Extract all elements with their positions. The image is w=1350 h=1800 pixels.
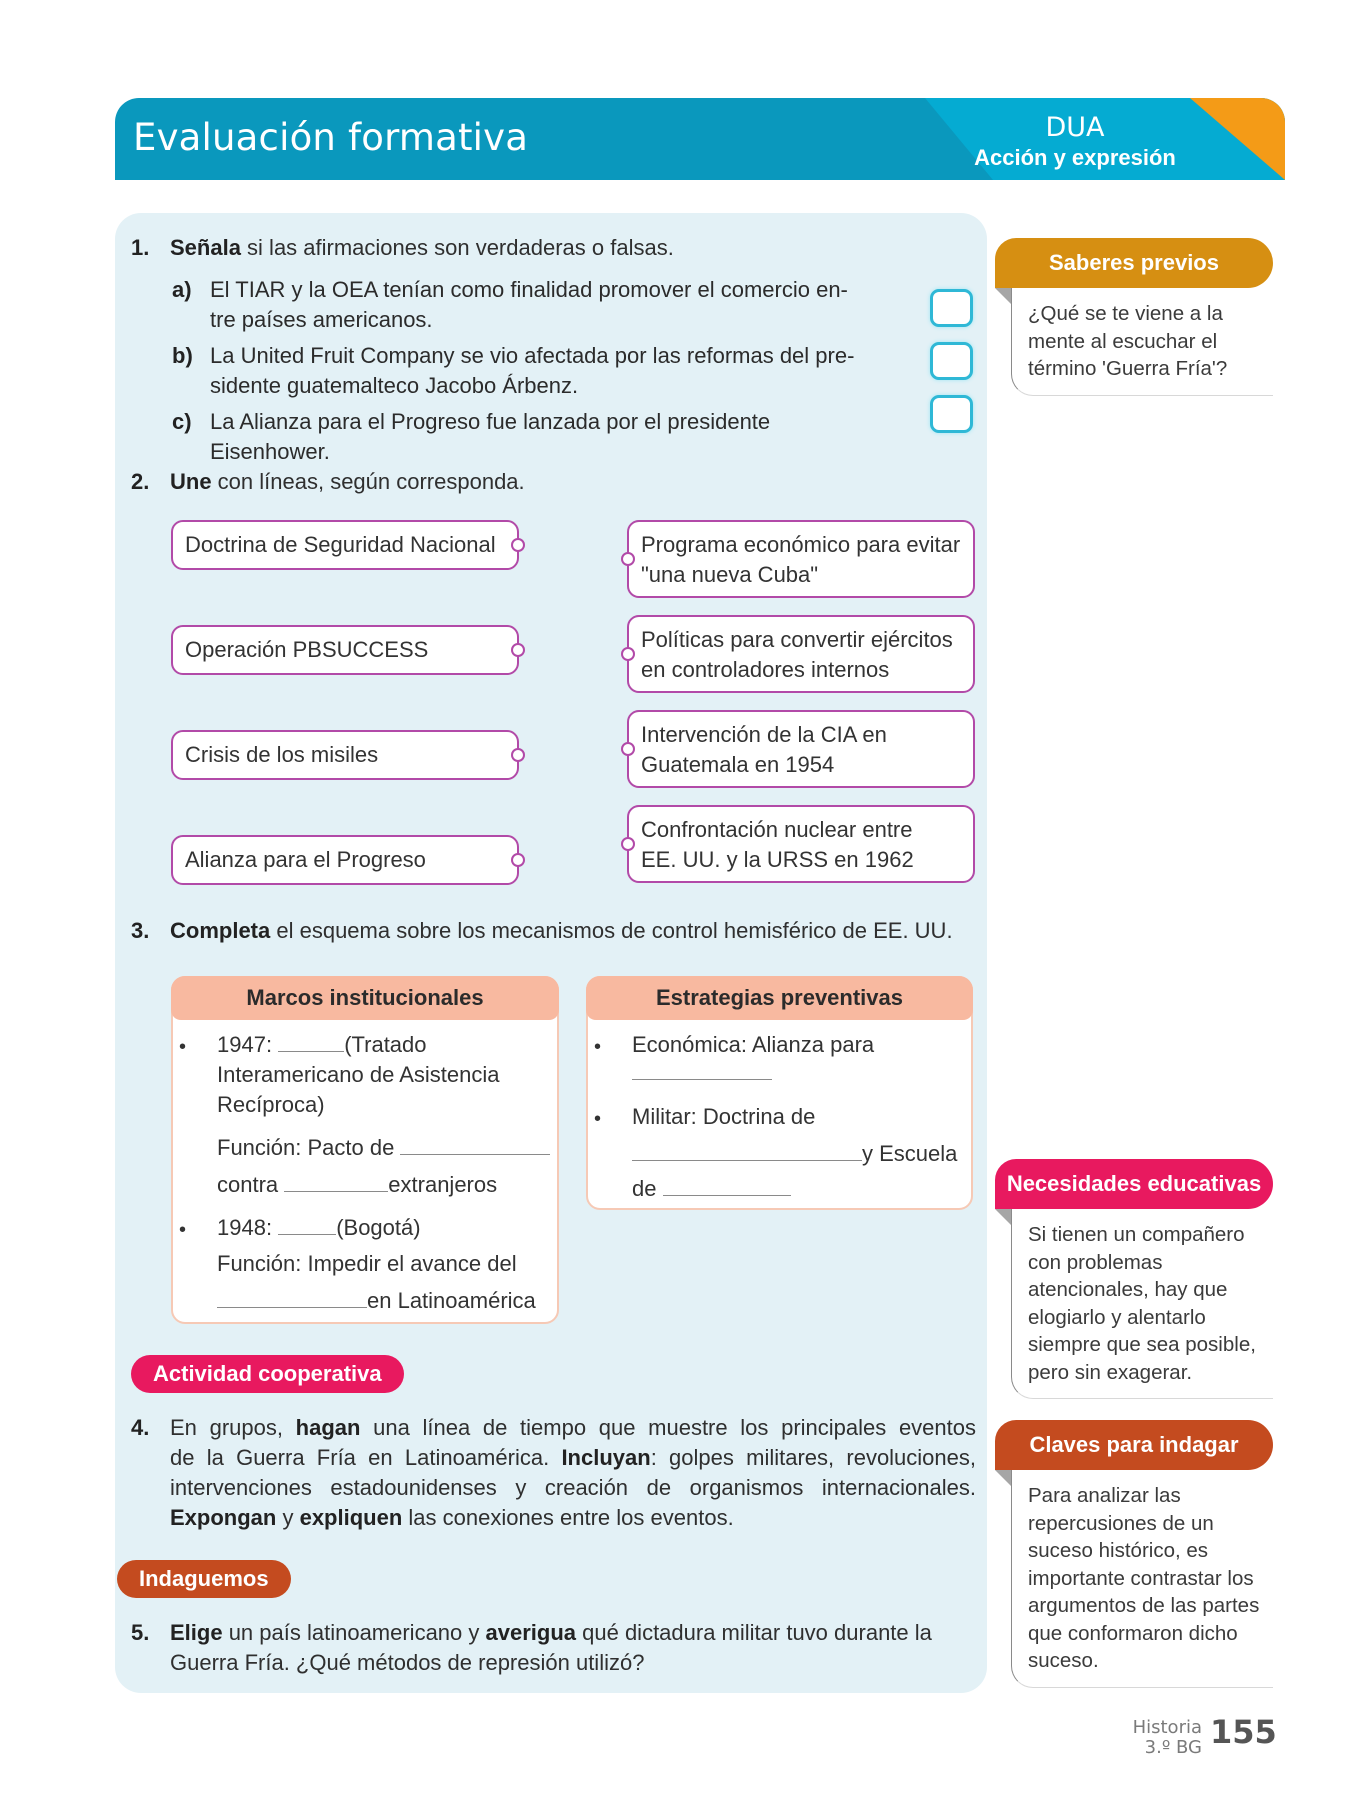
scheme-line: Militar: Doctrina de	[632, 1104, 816, 1129]
instruction-verb: Completa	[170, 918, 271, 943]
card-body	[1011, 288, 1273, 396]
connector-dot[interactable]	[511, 748, 525, 762]
dua-badge	[925, 98, 1285, 180]
blank-field[interactable]	[632, 1058, 772, 1080]
connector-dot[interactable]	[621, 647, 635, 661]
card-line: Si tienen un compañero	[1028, 1223, 1245, 1246]
question-3	[131, 916, 971, 946]
question-1	[131, 233, 971, 263]
blank-field[interactable]	[284, 1170, 388, 1192]
scheme-line	[632, 1174, 791, 1204]
blank-field[interactable]	[632, 1139, 862, 1161]
line: en controladores internos	[641, 657, 890, 682]
scheme-line	[632, 1139, 957, 1169]
match-right-4[interactable]	[627, 805, 975, 883]
question-2	[131, 467, 971, 497]
card-line: que conformaron dicho	[1028, 1621, 1238, 1645]
text: 1947:	[217, 1032, 273, 1057]
question-number: 4.	[131, 1415, 150, 1440]
text: Función: Pacto de	[217, 1135, 395, 1160]
instruction-verb: Señala	[170, 235, 241, 260]
question-text	[170, 916, 953, 946]
card-line: Para analizar las	[1028, 1484, 1181, 1507]
question-text: intervenciones estadounidenses y creación de organismos internacionales.	[170, 1475, 976, 1500]
card-claves-para-indagar	[995, 1420, 1273, 1688]
line: La United Fruit Company se vio afectada por las reformas del pre-	[210, 343, 855, 368]
bullet: •	[179, 1219, 187, 1241]
instruction-rest: si las afirmaciones son verdaderas o falsas.	[240, 235, 674, 260]
answer-box-c[interactable]	[930, 395, 973, 433]
card-body	[1011, 1209, 1273, 1399]
card-line: suceso.	[1028, 1649, 1099, 1672]
card-line: elogiarlo y alentarlo	[1028, 1305, 1206, 1329]
card-necesidades-educativas	[995, 1159, 1273, 1399]
scheme-line	[217, 1170, 497, 1200]
bullet: •	[594, 1108, 602, 1130]
instruction-verb: averigua	[485, 1620, 577, 1645]
scheme-line: Interamericano de Asistencia	[217, 1062, 500, 1087]
text: 1948:	[217, 1215, 273, 1240]
connector-dot[interactable]	[621, 837, 635, 851]
question-text: Guerra Fría. ¿Qué métodos de represión utilizó?	[170, 1650, 645, 1675]
match-label: Crisis de los misiles	[185, 742, 379, 767]
connector-dot[interactable]	[511, 853, 525, 867]
instruction-verb: Expongan	[170, 1505, 277, 1530]
card-line: atencionales, hay que	[1028, 1278, 1228, 1301]
scheme-line: Económica: Alianza para	[632, 1032, 875, 1057]
instruction-verb: hagan	[295, 1415, 361, 1440]
scheme-title: Estrategias preventivas	[586, 976, 973, 1020]
text: En grupos,	[170, 1415, 296, 1440]
tf-statement-b	[172, 341, 855, 401]
question-number: 2.	[131, 469, 150, 494]
card-line: suceso histórico, es	[1028, 1539, 1209, 1562]
instruction-verb: Incluyan	[561, 1445, 651, 1470]
match-label: Doctrina de Seguridad Nacional	[185, 532, 496, 557]
scheme-marcos-institucionales	[171, 976, 559, 1324]
line: Programa económico para evitar	[641, 532, 961, 557]
dua-title: DUA	[1045, 112, 1105, 143]
question-number: 1.	[131, 235, 150, 260]
instruction-rest: con líneas, según corresponda.	[211, 469, 525, 494]
scheme-line	[632, 1058, 772, 1088]
connector-dot[interactable]	[621, 742, 635, 756]
line: Guatemala en 1954	[641, 752, 835, 777]
text: (Tratado	[344, 1032, 427, 1057]
card-line: repercusiones de un	[1028, 1511, 1214, 1535]
text: una línea de tiempo que muestre los principales eventos	[360, 1415, 976, 1440]
card-saberes-previos	[995, 238, 1273, 396]
item-letter: c)	[172, 409, 192, 434]
text: (Bogotá)	[336, 1215, 421, 1240]
blank-field[interactable]	[663, 1174, 791, 1196]
line: Intervención de la CIA en	[641, 722, 887, 747]
question-number: 5.	[131, 1620, 150, 1645]
question-text	[170, 1443, 976, 1473]
tf-statement-c	[172, 407, 852, 464]
page-title: Evaluación formativa	[133, 116, 529, 159]
scheme-line: Recíproca)	[217, 1092, 325, 1117]
item-letter: b)	[172, 343, 193, 368]
text: en Latinoamérica	[367, 1288, 536, 1313]
grade-level: 3.º BG	[1144, 1737, 1202, 1758]
match-left-2[interactable]	[171, 625, 519, 675]
statement-text	[210, 275, 870, 335]
card-line: argumentos de las partes	[1028, 1594, 1260, 1617]
answer-box-a[interactable]	[930, 289, 973, 327]
question-4	[131, 1413, 991, 1533]
line: tre países americanos.	[210, 307, 433, 332]
card-line: importante contrastar los	[1028, 1566, 1254, 1590]
text: contra	[217, 1172, 279, 1197]
subject-name: Historia	[1132, 1717, 1202, 1738]
card-line: término 'Guerra Fría'?	[1028, 357, 1228, 380]
card-line: pero sin exagerar.	[1028, 1360, 1193, 1384]
line: Confrontación nuclear entre	[641, 817, 913, 842]
connector-dot[interactable]	[621, 552, 635, 566]
line: Políticas para convertir ejércitos	[641, 627, 953, 652]
connector-dot[interactable]	[511, 643, 525, 657]
card-line: con problemas	[1028, 1250, 1163, 1274]
card-line: ¿Qué se te viene a la	[1028, 302, 1223, 325]
blank-field[interactable]	[400, 1133, 550, 1155]
text: : golpes militares, revoluciones,	[650, 1445, 977, 1470]
text: extranjeros	[388, 1172, 498, 1197]
footer-subject	[1120, 1718, 1202, 1758]
blank-field[interactable]	[217, 1286, 367, 1308]
question-text	[170, 233, 674, 263]
card-title: Claves para indagar	[995, 1420, 1273, 1470]
text: qué dictadura militar tuvo durante la	[576, 1620, 932, 1645]
match-left-1[interactable]	[171, 520, 519, 570]
line: "una nueva Cuba"	[641, 562, 819, 587]
statement-text	[210, 341, 870, 401]
section-header	[115, 98, 1285, 180]
match-left-4[interactable]	[171, 835, 519, 885]
indaguemos-pill: Indaguemos	[117, 1560, 291, 1598]
instruction-verb: Une	[170, 469, 212, 494]
match-label: Alianza para el Progreso	[185, 847, 426, 872]
activity-panel	[115, 213, 987, 1693]
question-text	[170, 1618, 976, 1648]
text: de	[632, 1176, 657, 1201]
text: las conexiones entre los eventos.	[402, 1505, 734, 1530]
instruction-rest: el esquema sobre los mecanismos de control hemisférico de EE. UU.	[270, 918, 953, 943]
match-left-3[interactable]	[171, 730, 519, 780]
scheme-line	[217, 1286, 536, 1316]
instruction-verb: expliquen	[299, 1505, 403, 1530]
bullet: •	[179, 1036, 187, 1058]
match-label	[641, 627, 953, 682]
connector-dot[interactable]	[511, 538, 525, 552]
line: sidente guatemalteco Jacobo Árbenz.	[210, 373, 579, 398]
question-text	[170, 1503, 976, 1533]
match-label	[641, 722, 887, 777]
text: de la Guerra Fría en Latinoamérica.	[170, 1445, 562, 1470]
line: EE. UU. y la URSS en 1962	[641, 847, 914, 872]
tf-statement-a	[172, 275, 852, 335]
cooperative-activity-pill: Actividad cooperativa	[131, 1355, 404, 1393]
text: y	[276, 1505, 300, 1530]
match-label: Operación PBSUCCESS	[185, 637, 429, 662]
blank-field[interactable]	[278, 1030, 344, 1052]
bullet: •	[594, 1036, 602, 1058]
card-title: Necesidades educativas	[995, 1159, 1273, 1209]
blank-field[interactable]	[278, 1213, 336, 1235]
match-label	[641, 532, 960, 587]
match-right-1[interactable]	[627, 520, 975, 598]
instruction-verb: Elige	[170, 1620, 223, 1645]
match-label	[641, 817, 914, 872]
scheme-line	[217, 1213, 421, 1243]
scheme-estrategias-preventivas	[586, 976, 973, 1210]
answer-box-b[interactable]	[930, 342, 973, 380]
card-line: siempre que sea posible,	[1028, 1333, 1256, 1356]
card-title: Saberes previos	[995, 238, 1273, 288]
question-text	[170, 467, 525, 497]
statement-text: La Alianza para el Progreso fue lanzada por el presidente Eisenhower.	[210, 409, 771, 464]
text: un país latinoamericano y	[222, 1620, 486, 1645]
match-right-2[interactable]	[627, 615, 975, 693]
item-letter: a)	[172, 277, 192, 302]
card-line: mente al escuchar el	[1028, 329, 1218, 353]
question-5	[131, 1618, 991, 1678]
card-body	[1011, 1470, 1273, 1688]
scheme-line: Función: Impedir el avance del	[217, 1251, 517, 1276]
question-number: 3.	[131, 918, 150, 943]
dua-subtitle: Acción y expresión	[974, 145, 1176, 170]
scheme-line	[217, 1030, 427, 1060]
question-text	[170, 1413, 976, 1443]
text: y Escuela	[862, 1141, 958, 1166]
scheme-line	[217, 1133, 550, 1163]
scheme-title: Marcos institucionales	[171, 976, 559, 1020]
line: El TIAR y la OEA tenían como finalidad promover el comercio en-	[210, 277, 848, 302]
page-number: 155	[1210, 1713, 1277, 1751]
match-right-3[interactable]	[627, 710, 975, 788]
